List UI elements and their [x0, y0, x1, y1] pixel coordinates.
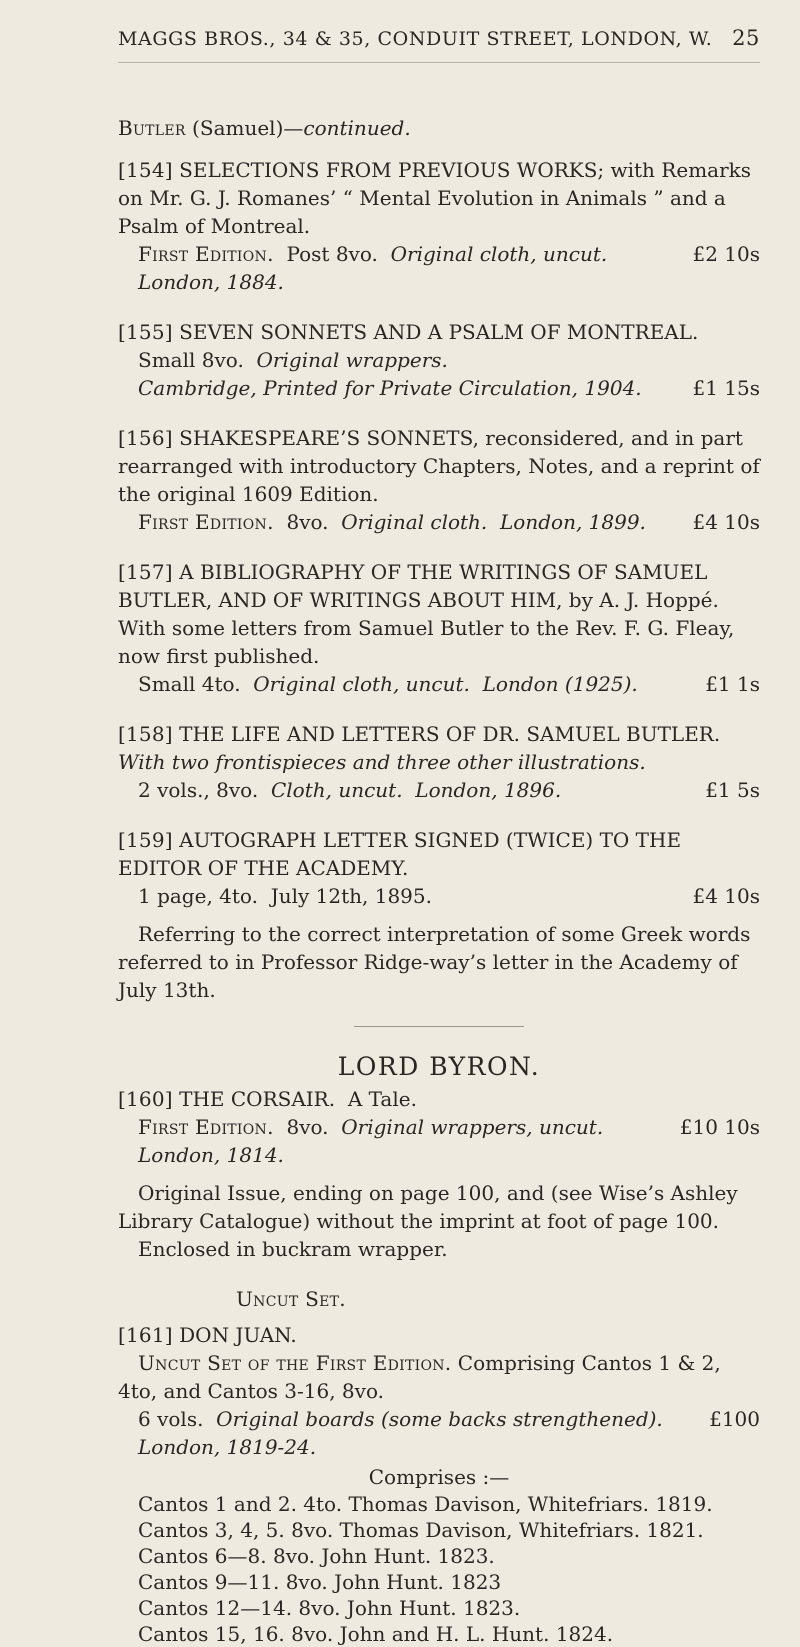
list-item: Cantos 1 and 2. 4to. Thomas Davison, Whitefriars. 1819.: [138, 1492, 713, 1516]
entry-title-italic: With two frontispieces and three other illustrations.: [118, 750, 646, 774]
price-label: £1 1s: [705, 672, 760, 696]
page-number: 25: [732, 26, 760, 50]
entry-subtitle: A Tale.: [347, 1087, 417, 1111]
catalogue-entry-158: [118, 720, 760, 804]
continued-label: continued.: [303, 116, 411, 140]
catalogue-entry-160: [118, 1085, 760, 1263]
edition-label: First Edition.: [138, 510, 274, 534]
list-item: Cantos 6—8. 8vo. John Hunt. 1823.: [138, 1544, 495, 1568]
entry-title: SELECTIONS FROM PREVIOUS WORKS; with Remarks on Mr. G. J. Romanes’ “ Mental Evolution in Animals ” and a Psalm of Montreal.: [118, 158, 752, 238]
entry-number: [160]: [118, 1087, 173, 1111]
entry-note: Original Issue, ending on page 100, and (see Wise’s Ashley Library Catalogue) without the imprint at foot of page 100.: [118, 1181, 738, 1233]
price-label: £2 10s: [692, 242, 760, 266]
imprint-label: London, 1819-24.: [138, 1435, 317, 1459]
entry-number: [156]: [118, 426, 173, 450]
entry-title: AUTOGRAPH LETTER SIGNED (TWICE) TO THE EDITOR OF THE ACADEMY.: [118, 828, 682, 880]
canto-list: [118, 1491, 760, 1647]
author-name: Butler: [118, 116, 186, 140]
catalogue-entry-161: [118, 1321, 760, 1647]
format-label: Post 8vo.: [286, 242, 378, 266]
imprint-label: London, 1814.: [138, 1143, 284, 1167]
imprint-label: London, 1899.: [500, 510, 646, 534]
price-label: £4 10s: [692, 884, 760, 908]
entry-number: [161]: [118, 1323, 173, 1347]
price-label: £1 5s: [705, 778, 760, 802]
entry-format-line: [118, 346, 760, 374]
imprint-label: London, 1896.: [415, 778, 562, 802]
entry-note-2: Enclosed in buckram wrapper.: [138, 1237, 448, 1261]
imprint-label: Cambridge, Printed for Private Circulation, 1904.: [138, 376, 642, 400]
binding-label: Cloth, uncut.: [270, 778, 403, 802]
binding-label: Original wrappers, uncut.: [341, 1115, 604, 1139]
list-item: Cantos 15, 16. 8vo. John and H. L. Hunt. 1824.: [138, 1622, 614, 1646]
catalogue-entry-154: [118, 156, 760, 296]
binding-label: Original cloth, uncut.: [390, 242, 608, 266]
entry-details: [118, 670, 760, 698]
entry-number: [157]: [118, 560, 173, 584]
entry-title: THE CORSAIR.: [179, 1087, 336, 1111]
comprises-label: Comprises :—: [368, 1465, 510, 1489]
binding-label: Original cloth.: [341, 510, 488, 534]
format-label: Small 8vo.: [138, 348, 244, 372]
edition-label: Uncut Set of the First Edition.: [138, 1351, 452, 1375]
date-label: July 12th, 1895.: [270, 884, 432, 908]
list-item: Cantos 3, 4, 5. 8vo. Thomas Davison, Whitefriars. 1821.: [138, 1518, 704, 1542]
format-label: 8vo.: [286, 1115, 329, 1139]
entry-title: SHAKESPEARE’S SONNETS, reconsidered, and in part rearranged with introductory Chapters, Notes, and a reprint of the original 1609 Edition.: [118, 426, 760, 506]
entry-details: [118, 1113, 760, 1169]
format-label: 8vo.: [286, 510, 329, 534]
format-label: 6 vols.: [138, 1407, 204, 1431]
entry-number: [159]: [118, 828, 173, 852]
catalogue-entry-155: [118, 318, 760, 402]
catalogue-entry-157: [118, 558, 760, 698]
price-label: £4 10s: [692, 510, 760, 534]
edition-label: First Edition.: [138, 1115, 274, 1139]
catalogue-content: [118, 114, 760, 1647]
entry-number: [154]: [118, 158, 173, 182]
entry-details: [118, 1405, 760, 1461]
running-head: [118, 26, 760, 50]
binding-label: Original wrappers.: [256, 348, 448, 372]
format-label: Small 4to.: [138, 672, 241, 696]
entry-title: THE LIFE AND LETTERS OF DR. SAMUEL BUTLER.: [179, 722, 721, 746]
entry-details: [118, 508, 760, 536]
imprint-label: London, 1884.: [138, 270, 284, 294]
price-label: £10 10s: [679, 1115, 760, 1139]
section-divider: [354, 1026, 524, 1027]
subheading: Uncut Set.: [236, 1287, 346, 1311]
entry-title: A BIBLIOGRAPHY OF THE WRITINGS OF SAMUEL BUTLER, AND OF WRITINGS ABOUT HIM, by A. J. Hoppé. With some letters from Samuel Butler to the Rev. F. G. Fleay, now first published.: [118, 560, 735, 668]
binding-label: Original boards (some backs strengthened).: [216, 1407, 663, 1431]
catalogue-entry-159: [118, 826, 760, 1004]
format-label: 1 page, 4to.: [138, 884, 258, 908]
entry-details: [118, 882, 760, 910]
catalogue-entry-156: [118, 424, 760, 536]
edition-label: First Edition.: [138, 242, 274, 266]
entry-details: [118, 776, 760, 804]
entry-number: [158]: [118, 722, 173, 746]
author-heading: [118, 114, 760, 142]
entry-details: [118, 240, 760, 296]
entry-details: [118, 374, 760, 402]
section-heading: LORD BYRON.: [337, 1052, 541, 1081]
entry-title: DON JUAN.: [179, 1323, 297, 1347]
entry-description: [118, 1349, 760, 1405]
running-head-text: MAGGS BROS., 34 & 35, CONDUIT STREET, LONDON, W.: [118, 28, 713, 50]
entry-title: SEVEN SONNETS AND A PSALM OF MONTREAL.: [179, 320, 699, 344]
binding-label: Original cloth, uncut.: [253, 672, 470, 696]
list-item: Cantos 12—14. 8vo. John Hunt. 1823.: [138, 1596, 521, 1620]
header-rule: [118, 62, 760, 63]
price-label: £100: [709, 1407, 760, 1431]
entry-description-rest: Comprising Cantos 1 & 2, 4to, and Cantos 3-16, 8vo.: [118, 1351, 721, 1403]
list-item: Cantos 9—11. 8vo. John Hunt. 1823: [138, 1570, 502, 1594]
format-label: 2 vols., 8vo.: [138, 778, 259, 802]
imprint-label: London (1925).: [482, 672, 638, 696]
entry-number: [155]: [118, 320, 173, 344]
author-heading-rest: (Samuel)—: [185, 116, 304, 140]
entry-note: Referring to the correct interpretation of some Greek words referred to in Professor Ridge-way’s letter in the Academy of July 13th.: [118, 922, 751, 1002]
price-label: £1 15s: [692, 376, 760, 400]
